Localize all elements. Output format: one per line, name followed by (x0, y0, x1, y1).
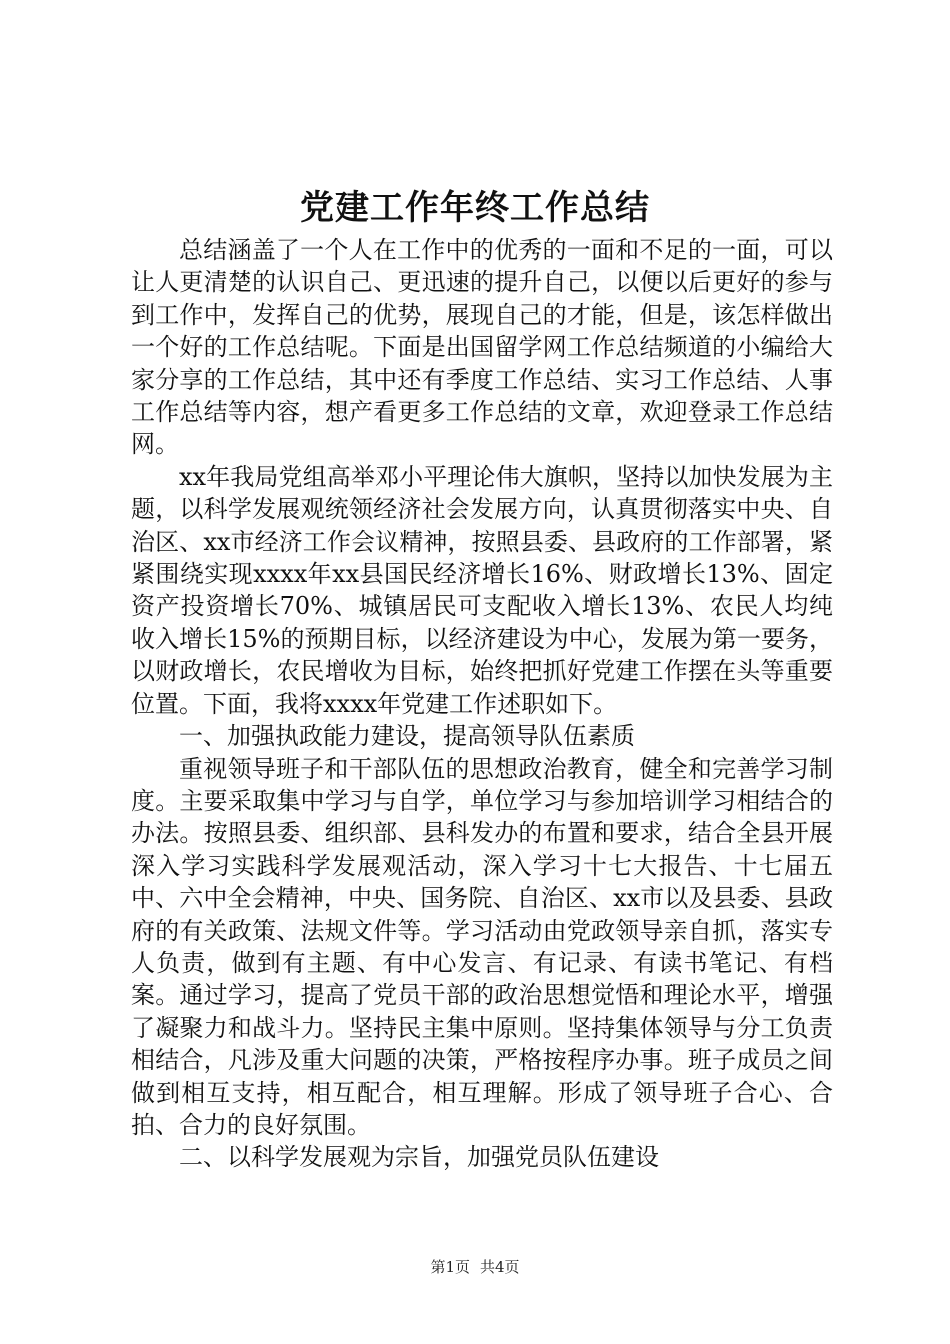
page-footer (0, 1257, 950, 1277)
section-heading-1: 一、加强执政能力建设，提高领导队伍素质 (179, 722, 635, 751)
page-title: 党建工作年终工作总结 (300, 188, 650, 228)
paragraph-overview: xx年我局党组高举邓小平理论伟大旗帜，坚持以加快发展为主题，以科学发展观统领经济社会发展方向，认真贯彻落实中央、自治区、xx市经济工作会议精神，按照县委、县政府的工作部署，紧紧围绕实现xxxx年xx县国民经济增长16%、财政增长13%、固定资产投资增长70%、城镇居民可支配收入增长13%、农民人均纯收入增长15%的预期目标，以经济建设为中心，发展为第一要务，以财政增长，农民增收为目标，始终把抓好党建工作摆在头等重要位置。下面，我将xxxx年党建工作述职如下。 (131, 462, 833, 718)
page-number-current: 第1页 (430, 1258, 470, 1276)
page-number-total: 共4页 (480, 1258, 520, 1276)
paragraph-section-1: 重视领导班子和干部队伍的思想政治教育，健全和完善学习制度。主要采取集中学习与自学，单位学习与参加培训学习相结合的办法。按照县委、组织部、县科发办的布置和要求，结合全县开展深入学习实践科学发展观活动，深入学习十七大报告、十七届五中、六中全会精神，中央、国务院、自治区、xx市以及县委、县政府的有关政策、法规文件等。学习活动由党政领导亲自抓，落实专人负责，做到有主题、有中心发言、有记录、有读书笔记、有档案。通过学习，提高了党员干部的政治思想觉悟和理论水平，增强了凝聚力和战斗力。坚持民主集中原则。坚持集体领导与分工负责相结合，凡涉及重大问题的决策，严格按程序办事。班子成员之间做到相互支持，相互配合，相互理解。形成了领导班子合心、合拍、合力的良好氛围。 (131, 754, 833, 1139)
document-body (131, 234, 833, 1174)
section-heading-2: 二、以科学发展观为宗旨，加强党员队伍建设 (179, 1143, 659, 1172)
paragraph-intro: 总结涵盖了一个人在工作中的优秀的一面和不足的一面，可以让人更清楚的认识自己、更迅速的提升自己，以便以后更好的参与到工作中，发挥自己的优势，展现自己的才能，但是，该怎样做出一个好的工作总结呢。下面是出国留学网工作总结频道的小编给大家分享的工作总结，其中还有季度工作总结、实习工作总结、人事工作总结等内容，想产看更多工作总结的文章，欢迎登录工作总结网。 (131, 236, 833, 459)
